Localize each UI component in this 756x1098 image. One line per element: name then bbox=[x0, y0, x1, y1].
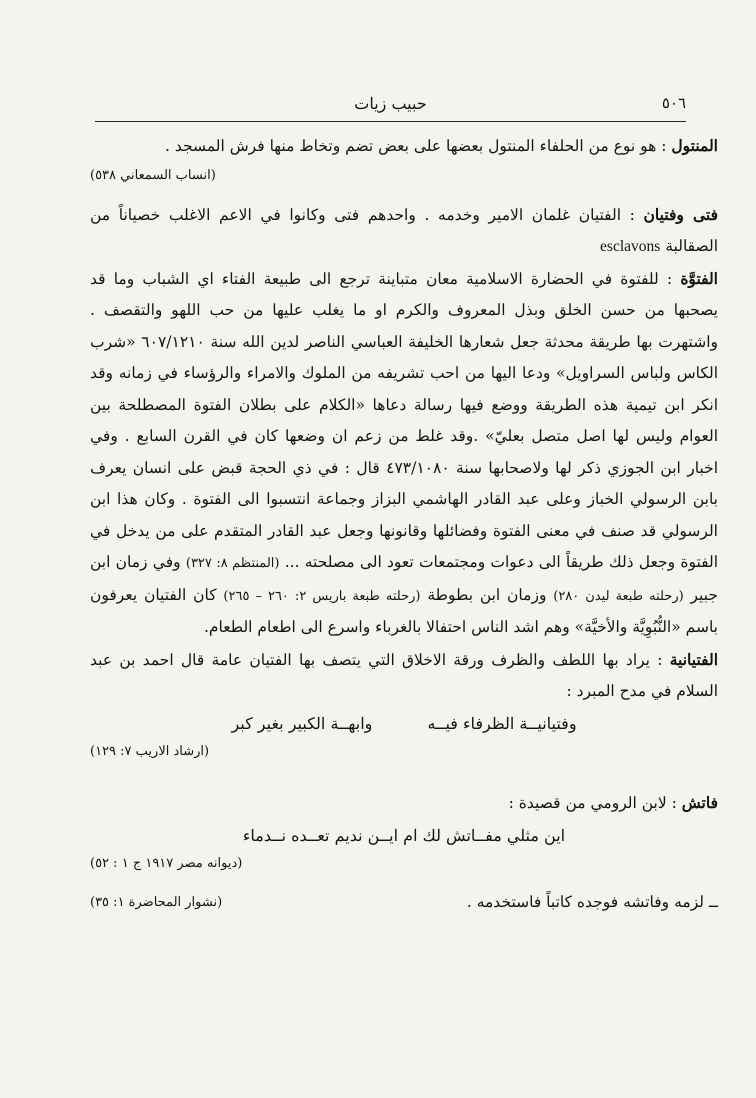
entry-text: وزمان ابن بطوطة bbox=[427, 585, 547, 604]
reference: (رحلته طبعة باريس ٢: ٢٦٠ – ٢٦٥) bbox=[223, 588, 421, 604]
header-rule bbox=[95, 121, 686, 122]
entry-text: : هو نوع من الحلفاء المنتول بعضها على بعض تضم وتخاط منها فرش المسجد . bbox=[165, 137, 667, 155]
poem-verse bbox=[90, 820, 718, 852]
reference: (رحلته طبعة ليدن ٢٨٠) bbox=[553, 588, 684, 604]
footer-entry bbox=[90, 887, 718, 919]
page-body bbox=[90, 130, 718, 1078]
entry-term: المنتول bbox=[671, 136, 718, 155]
page-number: ٥٠٦ bbox=[661, 94, 686, 112]
entry-source: (نشوار المحاضرة ١: ٣٥) bbox=[90, 895, 223, 910]
entry-source: (ديوانه مصر ١٩١٧ ج ١ : ٥٢) bbox=[90, 856, 243, 871]
entry-text: كان الفتيان يعرفون باسم «النُّبُوِيَّة والأخيَّة» وهم اشد الناس احتفالا بالغرباء واسرع الى اطعام الطعام. bbox=[90, 585, 718, 636]
latin-word: esclavons bbox=[600, 238, 661, 255]
entry-term: الفتيانية bbox=[669, 649, 718, 669]
entry-source: (ارشاد الاريب ٧: ١٢٩) bbox=[90, 744, 210, 759]
entry-futuwwa bbox=[90, 263, 718, 644]
entry-fatish bbox=[90, 787, 718, 820]
entry-text: ــ لزمه وفاتشه فوجده كاتباً فاستخدمه . bbox=[466, 893, 718, 911]
entry-text: : الفتيان غلمان الامير وخدمه . واحدهم فتى وكانوا في الاعم الاغلب خصياناً من الصقالبة bbox=[90, 205, 718, 255]
poem-verse bbox=[90, 708, 718, 740]
verse-hemistich: اين مثلي مفــاتش لك ام ايــن نديم تعــده نــدماء bbox=[242, 825, 566, 845]
entry-fata bbox=[90, 199, 718, 263]
running-title: حبيب زيات bbox=[354, 94, 427, 113]
entry-text: : لابن الرومي من قصيدة : bbox=[508, 794, 677, 812]
entry-fityaniyya bbox=[90, 644, 718, 708]
entry-term: فاتش bbox=[681, 793, 718, 812]
reference: (المنتظم ٨: ٣٢٧) bbox=[185, 556, 280, 571]
entry-text: : يراد بها اللطف والظرف ورقة الاخلاق التي يتصف بها الفتيان عامة قال احمد بن عبد السلام في مدح المبرد : bbox=[90, 650, 718, 700]
entry-text: : للفتوة في الحضارة الاسلامية معان متباينة ترجع الى طبيعة الفتاء اي الشباب وما قد يصحبها من حسن الخلق وبذل المعروف والكرم او ما يغلب عليها من حب اللهو والتقصف . واشتهرت بها طريقة محدثة جعل شعارها الخليفة العباسي الناصر لدين الله سنة ٦٠٧/١٢١٠ «شرب الكاس ولباس السراويل» ودعا اليها من احب تشريفه من الملوك والامراء والرؤساء في زمانه وقد انكر ابن تيمية هذه الطريقة ووضع فيها رسالة دعاها «الكلام على بطلان الفتوة المصطلحة بين العوام وليس لها اصل متصل بعليّ» .وقد غلط من زعم ان وضعها كان في القرن السابع . وفي اخبار ابن الجوزي ذكر لها ولاصحابها سنة ٤٧٣/١٠٨٠ قال : في ذي الحجة قبض على انسان يعرف بابن الرسولي الخباز وعلى عبد القادر الهاشمي البزاز وجماعة انتسبوا الى الفتوة . وكان هذا ابن الرسولي قد صنف في معنى الفتوة وفضائلها وقانونها وجعل عبد القادر المتقدم على من يدخل في الفتوة وجعل ذلك طريقاً الى دعوات ومجتمعات تعود الى مصلحته ... bbox=[90, 269, 719, 571]
entry-source: (انساب السمعاني ٥٣٨) bbox=[90, 167, 216, 183]
verse-hemistich: وابهــة الكبير بغير كبر bbox=[231, 713, 373, 733]
page-header bbox=[95, 88, 686, 122]
entry-term: فتى وفتيان bbox=[643, 204, 718, 224]
entry-text: وفي زمان ابن جبير bbox=[90, 553, 718, 604]
entry-mantul bbox=[90, 130, 718, 163]
verse-hemistich: وفتيانيــة الظرفاء فيــه bbox=[427, 713, 577, 733]
entry-term: الفتوَّة bbox=[680, 268, 718, 288]
